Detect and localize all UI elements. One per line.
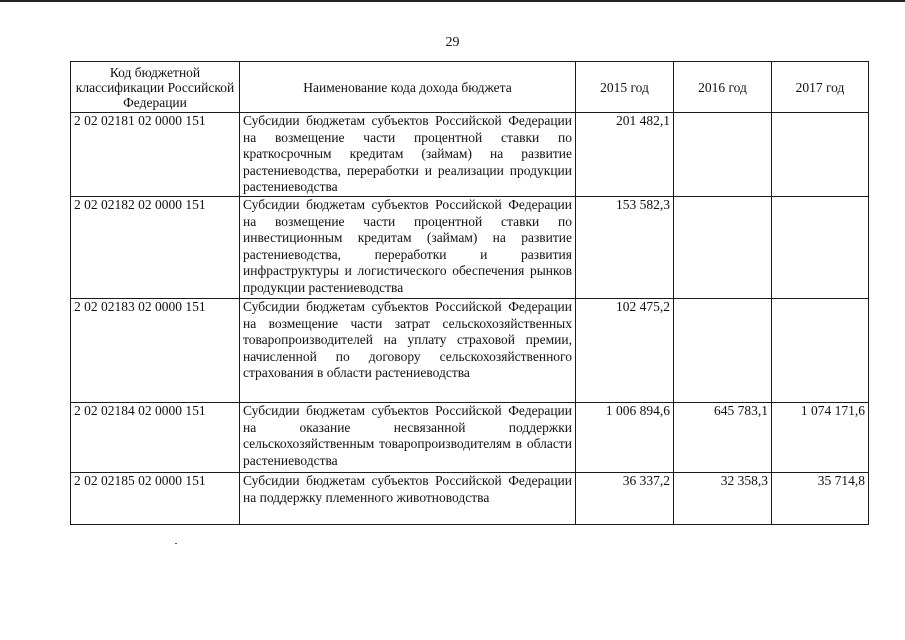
row-name: Субсидии бюджетам субъектов Российской Федерации на возмещение части процентной ставки по краткосрочным кредитам (займам) на развитие растениеводства, переработки и реализации продукции растениеводства (240, 113, 576, 197)
row-name: Субсидии бюджетам субъектов Российской Федерации на возмещение части затрат сельскохозяйственных товаропроизводителей на уплату страховой премии, начисленной по договору сельскохозяйственного страхования в области растениеводства (240, 299, 576, 403)
budget-revenue-table (70, 61, 869, 525)
table-row (71, 299, 869, 403)
row-value-2015: 102 475,2 (576, 299, 674, 403)
row-code: 2 02 02185 02 0000 151 (71, 473, 240, 525)
row-value-2017 (772, 113, 869, 197)
header-name: Наименование кода дохода бюджета (240, 62, 576, 113)
row-value-2015: 1 006 894,6 (576, 403, 674, 473)
row-code: 2 02 02183 02 0000 151 (71, 299, 240, 403)
row-code: 2 02 02184 02 0000 151 (71, 403, 240, 473)
header-2015: 2015 год (576, 62, 674, 113)
row-name: Субсидии бюджетам субъектов Российской Федерации на поддержку племенного животноводства (240, 473, 576, 525)
row-value-2016 (674, 299, 772, 403)
row-value-2017: 35 714,8 (772, 473, 869, 525)
row-value-2017 (772, 299, 869, 403)
table-row (71, 403, 869, 473)
row-value-2017: 1 074 171,6 (772, 403, 869, 473)
row-value-2017 (772, 197, 869, 299)
table-row (71, 197, 869, 299)
row-code: 2 02 02182 02 0000 151 (71, 197, 240, 299)
row-value-2015: 201 482,1 (576, 113, 674, 197)
table-row (71, 473, 869, 525)
row-code: 2 02 02181 02 0000 151 (71, 113, 240, 197)
row-name: Субсидии бюджетам субъектов Российской Федерации на оказание несвязанной поддержки сельскохозяйственным товаропроизводителям в области растениеводства (240, 403, 576, 473)
header-2017: 2017 год (772, 62, 869, 113)
row-value-2016 (674, 197, 772, 299)
scan-speck (175, 543, 177, 544)
header-2016: 2016 год (674, 62, 772, 113)
table-header-row (71, 62, 869, 113)
row-value-2016 (674, 113, 772, 197)
page-number: 29 (445, 35, 460, 50)
row-value-2015: 36 337,2 (576, 473, 674, 525)
page-top-rule (0, 0, 905, 2)
row-name: Субсидии бюджетам субъектов Российской Федерации на возмещение части процентной ставки по инвестиционным кредитам (займам) на развитие растениеводства, переработки и развития инфраструктуры и логистического обеспечения рынков продукции растениеводства (240, 197, 576, 299)
header-code: Код бюджетной классификации Российской Федерации (71, 62, 240, 113)
table-row (71, 113, 869, 197)
row-value-2015: 153 582,3 (576, 197, 674, 299)
row-value-2016: 32 358,3 (674, 473, 772, 525)
row-value-2016: 645 783,1 (674, 403, 772, 473)
